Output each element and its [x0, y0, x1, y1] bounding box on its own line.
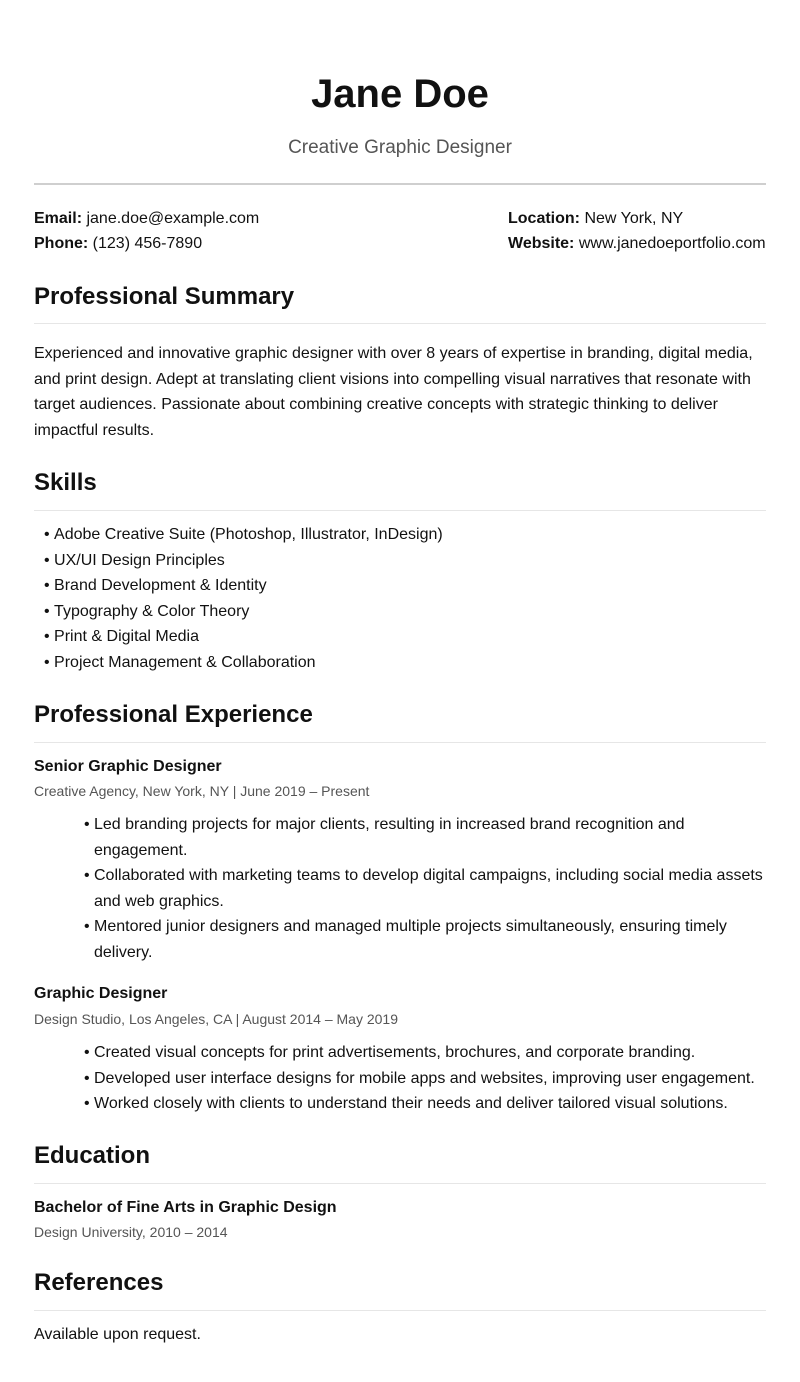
summary-heading: Professional Summary — [34, 283, 295, 310]
degree-title: Bachelor of Fine Arts in Graphic Design — [34, 1199, 337, 1216]
skills-divider — [34, 510, 766, 511]
references-divider — [34, 1310, 766, 1311]
phone-value: (123) 456-7890 — [92, 235, 203, 252]
skill-item: • Typography & Color Theory — [44, 599, 443, 625]
contact-phone — [34, 234, 202, 254]
education-heading: Education — [34, 1142, 151, 1169]
references-text: Available upon request. — [34, 1326, 201, 1343]
job-bullet: • Mentored junior designers and managed multiple projects simultaneously, ensuring timely delivery. — [84, 914, 768, 965]
experience-heading: Professional Experience — [34, 701, 313, 728]
summary-divider — [34, 323, 766, 324]
website-label: Website: — [508, 235, 575, 252]
skill-item: • Project Management & Collaboration — [44, 650, 443, 676]
job-title: Graphic Designer — [34, 985, 168, 1002]
resume-name: Jane Doe — [311, 72, 489, 116]
skill-item: • Print & Digital Media — [44, 624, 443, 650]
job-bullets — [84, 1040, 768, 1117]
email-label: Email: — [34, 210, 83, 227]
skill-item: • Adobe Creative Suite (Photoshop, Illustrator, InDesign) — [44, 522, 443, 548]
email-value: jane.doe@example.com — [86, 210, 260, 227]
job-bullet: • Developed user interface designs for mobile apps and websites, improving user engagement. — [84, 1066, 768, 1092]
skill-item: • UX/UI Design Principles — [44, 548, 443, 574]
education-divider — [34, 1183, 766, 1184]
skill-item: • Brand Development & Identity — [44, 573, 443, 599]
job-bullet: • Created visual concepts for print advertisements, brochures, and corporate branding. — [84, 1040, 768, 1066]
location-label: Location: — [508, 210, 580, 227]
contact-website — [508, 234, 766, 254]
location-value: New York, NY — [584, 210, 684, 227]
website-value: www.janedoeportfolio.com — [578, 235, 766, 252]
contact-location — [508, 209, 683, 229]
job-meta: Creative Agency, New York, NY | June 2019 – Present — [34, 783, 370, 799]
job-bullet: • Worked closely with clients to understand their needs and deliver tailored visual solutions. — [84, 1091, 768, 1117]
job-bullet: • Collaborated with marketing teams to develop digital campaigns, including social media assets and web graphics. — [84, 863, 768, 914]
skills-list — [44, 522, 443, 676]
phone-label: Phone: — [34, 235, 89, 252]
job-bullets — [84, 812, 768, 966]
header-divider — [34, 183, 766, 185]
job-bullet: • Led branding projects for major clients, resulting in increased brand recognition and engagement. — [84, 812, 768, 863]
job-title: Senior Graphic Designer — [34, 758, 222, 775]
experience-divider — [34, 742, 766, 743]
references-heading: References — [34, 1269, 164, 1296]
degree-meta: Design University, 2010 – 2014 — [34, 1224, 228, 1240]
resume-title: Creative Graphic Designer — [288, 137, 512, 158]
contact-email — [34, 209, 259, 229]
job-meta: Design Studio, Los Angeles, CA | August 2014 – May 2019 — [34, 1011, 398, 1027]
skills-heading: Skills — [34, 469, 97, 496]
summary-text: Experienced and innovative graphic designer with over 8 years of expertise in branding, digital media, and print design. Adept at translating client visions into compelling visual narratives that resonate with target audiences. Passionate about combining creative concepts with strategic thinking to deliver impactful results. — [34, 345, 753, 439]
